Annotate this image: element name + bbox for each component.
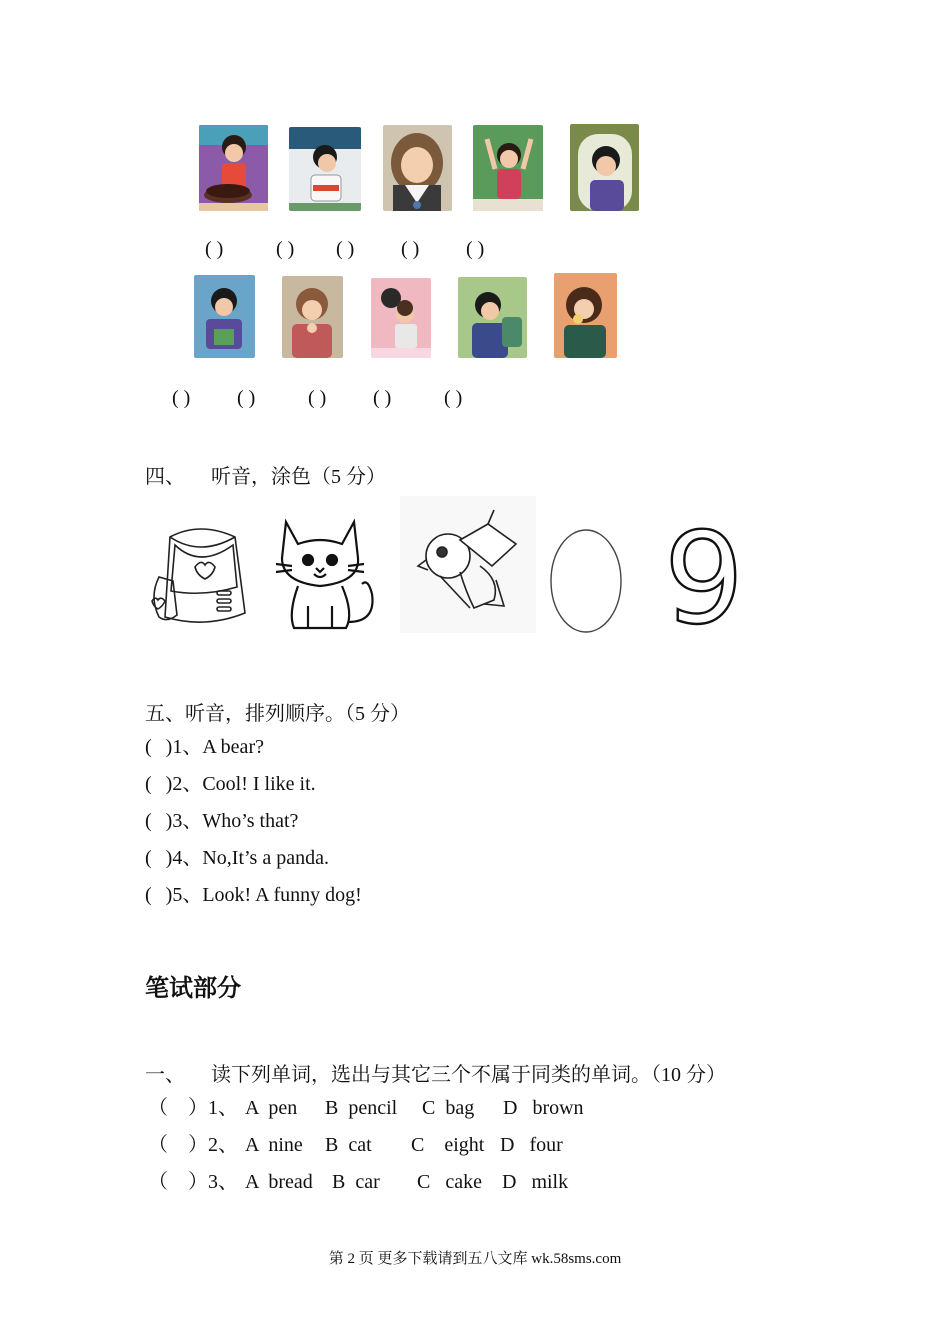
option-b: B cat	[325, 1134, 372, 1156]
answer-paren[interactable]: ( )	[172, 387, 191, 409]
question-number: （ ）2、	[148, 1134, 238, 1156]
option-c: C bag	[422, 1097, 475, 1119]
boy-with-bag-picture	[458, 277, 527, 358]
egg-icon	[549, 528, 623, 634]
section-heading-number: 一、	[145, 1064, 185, 1086]
option-a: A nine	[245, 1134, 303, 1156]
option-b: B car	[332, 1171, 380, 1193]
option-c: C eight	[411, 1134, 485, 1156]
list-item: ( )5、Look! A funny dog!	[145, 884, 362, 906]
answer-paren[interactable]: ( )	[237, 387, 256, 409]
option-a: A pen	[245, 1097, 298, 1119]
option-d: D brown	[503, 1097, 584, 1119]
answer-paren[interactable]: ( )	[444, 387, 463, 409]
answer-paren[interactable]: ( )	[466, 238, 485, 260]
boy-thinking-picture	[570, 124, 639, 211]
boy-with-book-picture	[194, 275, 255, 358]
answer-paren[interactable]: ( )	[401, 238, 420, 260]
bird-icon	[400, 496, 536, 633]
section-heading-number: 四、	[145, 466, 185, 488]
list-item: ( )4、No,It’s a panda.	[145, 847, 329, 869]
nine-icon	[664, 524, 744, 628]
section-heading: 读下列单词，选出与其它三个不属于同类的单词。（10 分）	[211, 1064, 726, 1086]
option-c: C cake	[417, 1171, 482, 1193]
section-heading: 五、听音，排列顺序。（5 分）	[145, 703, 410, 725]
written-part-title: 笔试部分	[145, 974, 241, 1002]
answer-paren[interactable]: ( )	[373, 387, 392, 409]
list-item: ( )2、Cool! I like it.	[145, 773, 316, 795]
question-number: （ ）1、	[148, 1097, 238, 1119]
cat-icon	[268, 514, 386, 634]
girl-waving-picture	[473, 125, 543, 211]
option-b: B pencil	[325, 1097, 398, 1119]
svg-text:9: 9	[664, 524, 744, 628]
answer-paren[interactable]: ( )	[205, 238, 224, 260]
girl-clapping-picture	[282, 276, 343, 358]
option-d: D four	[500, 1134, 563, 1156]
answer-paren[interactable]: ( )	[308, 387, 327, 409]
section-heading: 听音，涂色（5 分）	[211, 466, 386, 488]
schoolbag-icon	[145, 517, 255, 633]
list-item: ( )1、A bear?	[145, 736, 264, 758]
page-footer: 第 2 页 更多下载请到五八文库 wk.58sms.com	[328, 1251, 622, 1267]
option-a: A bread	[245, 1171, 313, 1193]
answer-paren[interactable]: ( )	[336, 238, 355, 260]
list-item: ( )3、Who’s that?	[145, 810, 299, 832]
girl-with-hood-picture	[383, 125, 452, 211]
girl-eating-picture	[554, 273, 617, 358]
option-d: D milk	[502, 1171, 569, 1193]
boy-with-cap-picture	[371, 278, 431, 358]
answer-paren[interactable]: ( )	[276, 238, 295, 260]
girl-with-cake-picture	[199, 125, 268, 211]
boy-reading-picture	[289, 127, 361, 211]
question-number: （ ）3、	[148, 1171, 238, 1193]
